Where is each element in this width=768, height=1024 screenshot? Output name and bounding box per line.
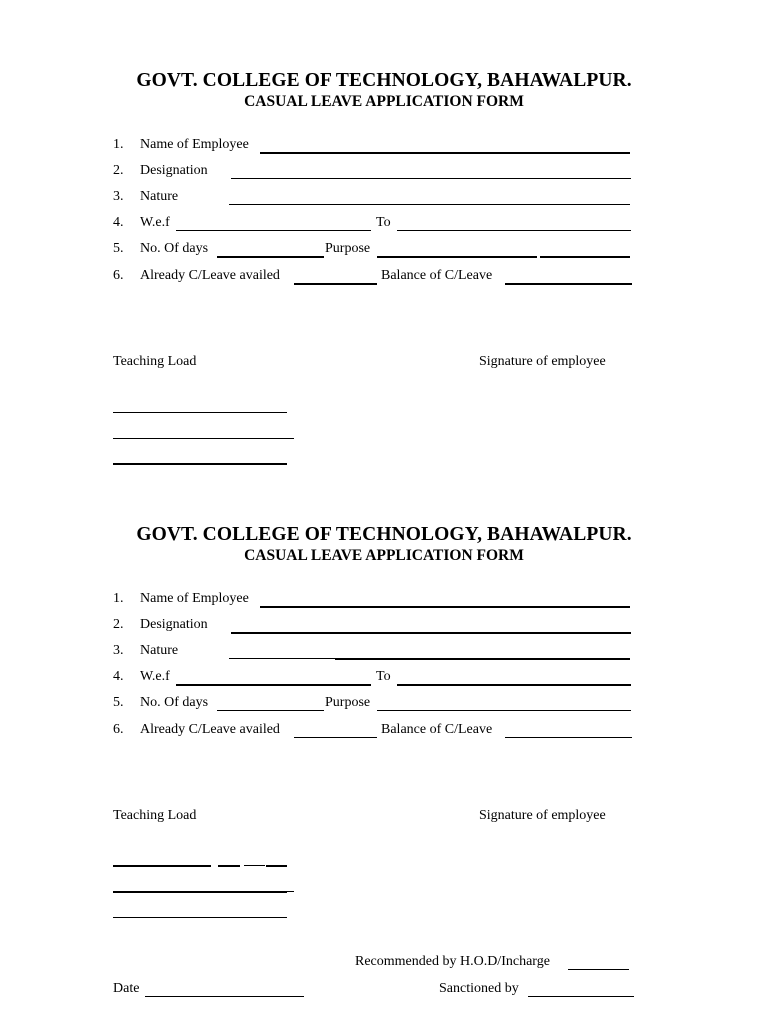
purpose-blank[interactable]	[377, 710, 631, 711]
purpose-blank[interactable]	[377, 256, 537, 258]
date-label: Date	[113, 981, 140, 996]
field-number: 5.	[113, 695, 124, 710]
wef-label: W.e.f	[140, 669, 170, 684]
purpose-label: Purpose	[325, 241, 371, 256]
nature-blank[interactable]	[229, 658, 335, 659]
teaching-load-blank-3[interactable]	[113, 463, 287, 465]
date-blank[interactable]	[145, 996, 304, 997]
teaching-load-label: Teaching Load	[113, 354, 197, 369]
balance-label: Balance of C/Leave	[381, 722, 493, 737]
no-of-days-blank[interactable]	[217, 710, 324, 711]
leave-availed-label: Already C/Leave availed	[140, 268, 280, 283]
no-of-days-label: No. Of days	[140, 695, 209, 710]
leave-availed-blank[interactable]	[294, 283, 377, 285]
field-number: 1.	[113, 591, 124, 606]
to-blank[interactable]	[397, 230, 631, 231]
teaching-load-label: Teaching Load	[113, 808, 197, 823]
field-number: 6.	[113, 722, 124, 737]
purpose-blank-extension[interactable]	[540, 256, 630, 258]
teaching-load-blank-2b[interactable]	[287, 891, 294, 892]
field-row-wef	[0, 669, 768, 689]
field-number: 4.	[113, 215, 124, 230]
teaching-load-blank-1c[interactable]	[244, 865, 265, 866]
balance-blank[interactable]	[505, 283, 632, 285]
teaching-load-blank-2[interactable]	[113, 438, 294, 439]
nature-label: Nature	[140, 189, 179, 204]
signature-label: Signature of employee	[479, 808, 606, 823]
designation-blank[interactable]	[231, 178, 631, 179]
college-title: GOVT. COLLEGE OF TECHNOLOGY, BAHAWALPUR.	[136, 524, 632, 545]
signature-label: Signature of employee	[479, 354, 606, 369]
field-row-name	[0, 137, 768, 157]
wef-label: W.e.f	[140, 215, 170, 230]
field-row-designation	[0, 163, 768, 183]
name-of-employee-blank[interactable]	[260, 606, 630, 608]
field-number: 2.	[113, 163, 124, 178]
field-number: 2.	[113, 617, 124, 632]
teaching-load-blank-1b[interactable]	[218, 865, 240, 867]
teaching-load-blank-1[interactable]	[113, 865, 211, 867]
nature-label: Nature	[140, 643, 179, 658]
teaching-load-blank-1d[interactable]	[266, 865, 287, 867]
leave-availed-blank[interactable]	[294, 737, 377, 738]
field-number: 3.	[113, 643, 124, 658]
purpose-label: Purpose	[325, 695, 371, 710]
recommended-blank[interactable]	[568, 969, 629, 970]
field-number: 5.	[113, 241, 124, 256]
field-row-availed	[0, 722, 768, 742]
nature-blank-extension[interactable]	[335, 658, 630, 660]
field-row-designation	[0, 617, 768, 637]
field-row-wef	[0, 215, 768, 235]
field-number: 1.	[113, 137, 124, 152]
to-blank[interactable]	[397, 684, 631, 686]
teaching-load-blank-3[interactable]	[113, 917, 287, 918]
designation-label: Designation	[140, 617, 208, 632]
form-title: CASUAL LEAVE APPLICATION FORM	[244, 547, 524, 564]
field-row-availed	[0, 268, 768, 288]
to-label: To	[376, 669, 391, 684]
field-row-nature	[0, 189, 768, 209]
balance-blank[interactable]	[505, 737, 632, 738]
field-number: 4.	[113, 669, 124, 684]
field-row-days	[0, 241, 768, 261]
form-title: CASUAL LEAVE APPLICATION FORM	[244, 93, 524, 110]
field-number: 6.	[113, 268, 124, 283]
teaching-load-blank-1[interactable]	[113, 412, 287, 413]
teaching-load-blank-2[interactable]	[113, 891, 287, 893]
name-of-employee-blank[interactable]	[260, 152, 630, 154]
sanctioned-by-blank[interactable]	[528, 996, 634, 997]
no-of-days-blank[interactable]	[217, 256, 324, 258]
name-of-employee-label: Name of Employee	[140, 591, 249, 606]
balance-label: Balance of C/Leave	[381, 268, 493, 283]
field-row-nature	[0, 643, 768, 663]
to-label: To	[376, 215, 391, 230]
field-row-days	[0, 695, 768, 715]
designation-blank[interactable]	[231, 632, 631, 634]
designation-label: Designation	[140, 163, 208, 178]
nature-blank[interactable]	[229, 204, 630, 205]
leave-availed-label: Already C/Leave availed	[140, 722, 280, 737]
no-of-days-label: No. Of days	[140, 241, 209, 256]
name-of-employee-label: Name of Employee	[140, 137, 249, 152]
wef-blank[interactable]	[176, 684, 371, 686]
field-number: 3.	[113, 189, 124, 204]
recommended-label: Recommended by H.O.D/Incharge	[355, 954, 550, 969]
sanctioned-by-label: Sanctioned by	[439, 981, 519, 996]
wef-blank[interactable]	[176, 230, 371, 231]
field-row-name	[0, 591, 768, 611]
college-title: GOVT. COLLEGE OF TECHNOLOGY, BAHAWALPUR.	[136, 70, 632, 91]
